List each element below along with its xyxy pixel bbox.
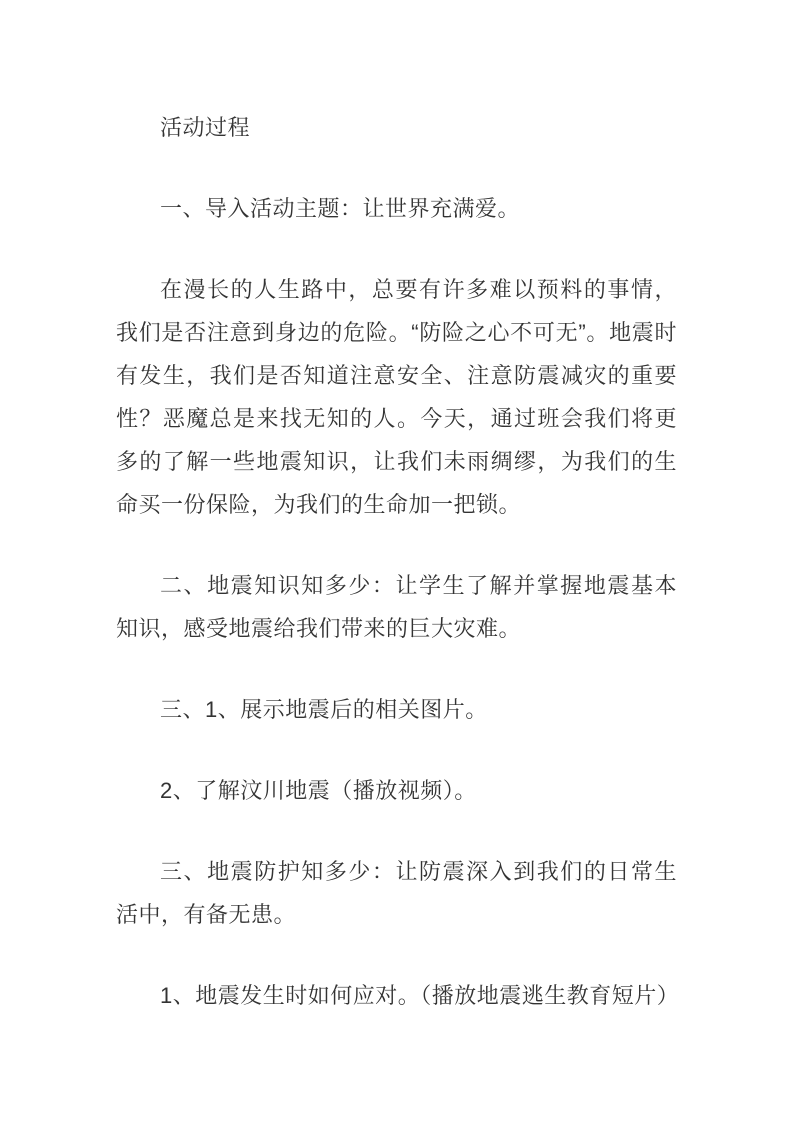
paragraph-item-2: 2、了解汶川地震（播放视频）。	[160, 778, 477, 803]
paragraph-intro-theme: 一、导入活动主题：让世界充满爱。	[160, 196, 521, 221]
document-page	[116, 0, 680, 1017]
paragraph-body: 在漫长的人生路中，总要有许多难以预料的事情，我们是否注意到身边的危险。“防险之心不可无”。地震时有发生，我们是否知道注意安全、注意防震减灾的重要性？恶魔总是来找无知的人。今天，通过班会我们将更多的了解一些地震知识，让我们未雨绸缪，为我们的生命买一份保险，为我们的生命加一把锁。	[116, 277, 677, 517]
paragraph-response-item-1: 1、地震发生时如何应对。（播放地震逃生教育短片）	[160, 983, 680, 1008]
section-heading: 活动过程	[160, 115, 251, 140]
paragraph-section-three-item-1: 三、1、展示地震后的相关图片。	[160, 697, 488, 722]
paragraph-section-two: 二、地震知识知多少：让学生了解并掌握地震基本知识，感受地震给我们带来的巨大灾难。	[116, 573, 677, 641]
paragraph-section-three-protection: 三、地震防护知多少：让防震深入到我们的日常生活中，有备无患。	[116, 859, 677, 927]
